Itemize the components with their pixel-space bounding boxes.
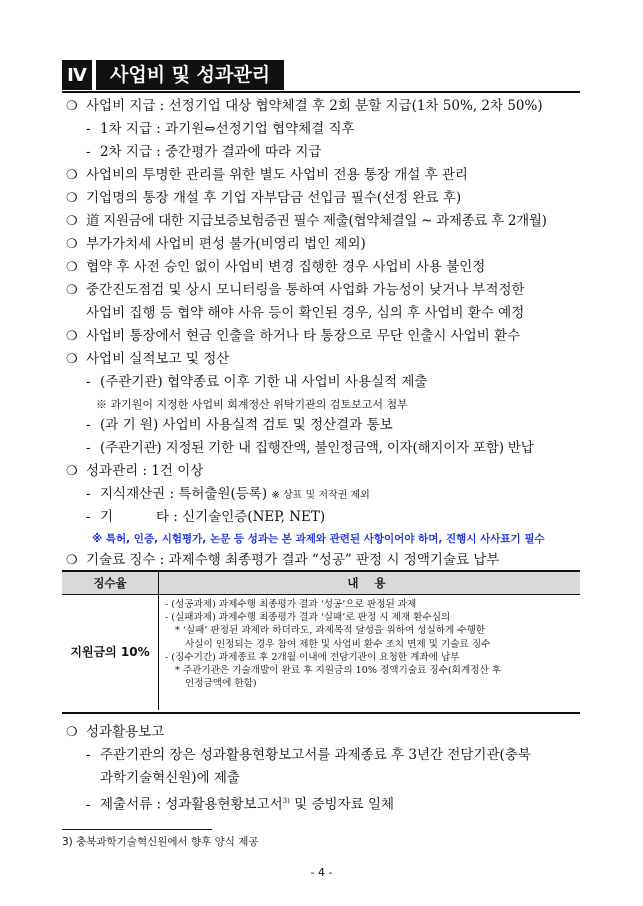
- section-header: [62, 60, 302, 90]
- table-cell-content: [165, 598, 575, 690]
- table-content-line: - (성공과제) 과제수행 최종평가 결과 ‘성공’으로 판정된 과제: [165, 599, 417, 610]
- section-number: Ⅳ: [62, 60, 92, 90]
- paragraph-line: ❍ 사업비 실적보고 및 정산: [66, 351, 230, 367]
- paragraph-line: ❍ 기술료 징수 : 과제수행 최종평가 결과 “성공” 판정 시 정액기술료 납부: [66, 552, 500, 568]
- royalty-table: [62, 570, 580, 714]
- paragraph-line: - (주관기관) 지정된 기한 내 집행잔액, 불인정금액, 이자(해지이자 포함) 반납: [86, 440, 534, 456]
- paragraph-line: - 주관기관의 장은 성과활용현황보고서를 과제종료 후 3년간 전담기관(충북: [86, 747, 531, 763]
- paragraph-line: - 1차 지급 : 과기원⇔선정기업 협약체결 직후: [86, 121, 355, 137]
- table-header-rate: 징수율: [62, 572, 159, 595]
- table-content-line: 사실이 인정되는 경우 참여 제한 및 사업비 환수 조치 면제 및 기술료 징수: [185, 638, 491, 650]
- table-cell-rate: 지원금의 10%: [62, 595, 159, 710]
- paragraph-line: 사업비 집행 등 협약 해야 사유 등이 확인된 경우, 심의 후 사업비 환수 예정: [86, 305, 525, 321]
- paragraph-line: - (과 기 원) 사업비 사용실적 검토 및 정산결과 통보: [86, 417, 393, 433]
- paragraph-line: 과학기술혁신원)에 제출: [100, 770, 240, 786]
- paragraph-line: ❍ 부가가치세 사업비 편성 불가(비영리 법인 제외): [66, 236, 366, 252]
- table-content-line: - (실패과제) 과제수행 최종평가 결과 ‘실패’로 판정 시 제재 환수심의: [165, 612, 451, 624]
- paragraph-line: ❍ 사업비 통장에서 현금 인출을 하거나 타 통장으로 무단 인출시 사업비 환수: [66, 328, 521, 344]
- paragraph-line: - 제출서류 : 성과활용현황보고서$^{3)}$ 및 증빙자료 일체: [86, 796, 395, 813]
- inline-note: ※ 상표 및 저작권 제외: [271, 490, 370, 501]
- table-content-line: * 주관기관은 기술개발이 완료 후 지원금의 10% 정액기술료 징수(회계정산 후: [175, 665, 502, 677]
- paragraph-line: - (주관기관) 협약종료 이후 기한 내 사업비 사용실적 제출: [86, 374, 428, 390]
- footnote: 3) 충북과학기술혁신원에서 향후 양식 제공: [62, 836, 259, 848]
- page-number: - 4 -: [310, 866, 333, 879]
- paragraph-line: ❍ 사업비 지급 : 선정기업 대상 협약체결 후 2회 분할 지급(1차 50%, 2차 50%): [66, 98, 543, 114]
- paragraph-line: ❍ 중간진도점검 및 상시 모니터링을 통하여 사업화 가능성이 낮거나 부적정한: [66, 282, 525, 298]
- note-line: ※ 과기원이 지정한 사업비 회계정산 위탁기관의 검토보고서 첨부: [96, 398, 408, 411]
- paragraph-line: - 지식재산권 : 특허출원(등록) ※ 상표 및 저작권 제외: [86, 486, 370, 502]
- paragraph-line: ❍ 道 지원금에 대한 지급보증보험증권 필수 제출(협약체결일 ~ 과제종료 후 2개월): [66, 213, 547, 229]
- section-underline: [62, 91, 580, 93]
- footnote-marker: 3): [282, 797, 290, 805]
- paragraph-line: ❍ 성과활용보고: [66, 724, 165, 740]
- table-content-line: 인정금액에 한함): [185, 678, 257, 690]
- footnote-rule: [62, 829, 212, 830]
- paragraph-line: ❍ 사업비의 투명한 관리를 위한 별도 사업비 전용 통장 개설 후 관리: [66, 167, 468, 183]
- paragraph-line: - 2차 지급 : 중간평가 결과에 따라 지급: [86, 144, 322, 160]
- highlight-note: ※ 특허, 인증, 시험평가, 논문 등 성과는 본 과제와 관련된 사항이어야 하며, 진행시 사사표기 필수: [92, 533, 545, 545]
- table-header-content: 내 용: [159, 572, 580, 595]
- section-title: 사업비 및 성과관리: [96, 60, 284, 90]
- paragraph-line: - 기 타 : 신기술인증(NEP, NET): [86, 509, 326, 525]
- table-content-line: - (징수기간) 과제종료 후 2개월 이내에 전담기관이 요청한 계좌에 납부: [165, 651, 460, 663]
- paragraph-line: ❍ 기업명의 통장 개설 후 기업 자부담금 선입금 필수(선정 완료 후): [66, 190, 462, 206]
- paragraph-line: ❍ 협약 후 사전 승인 없이 사업비 변경 집행한 경우 사업비 사용 불인정: [66, 259, 486, 275]
- paragraph-line: ❍ 성과관리 : 1건 이상: [66, 463, 204, 479]
- table-content-line: * ‘실패’ 판정된 과제라 하더라도, 과제목적 달성을 위하여 성실하게 수행한: [175, 625, 486, 637]
